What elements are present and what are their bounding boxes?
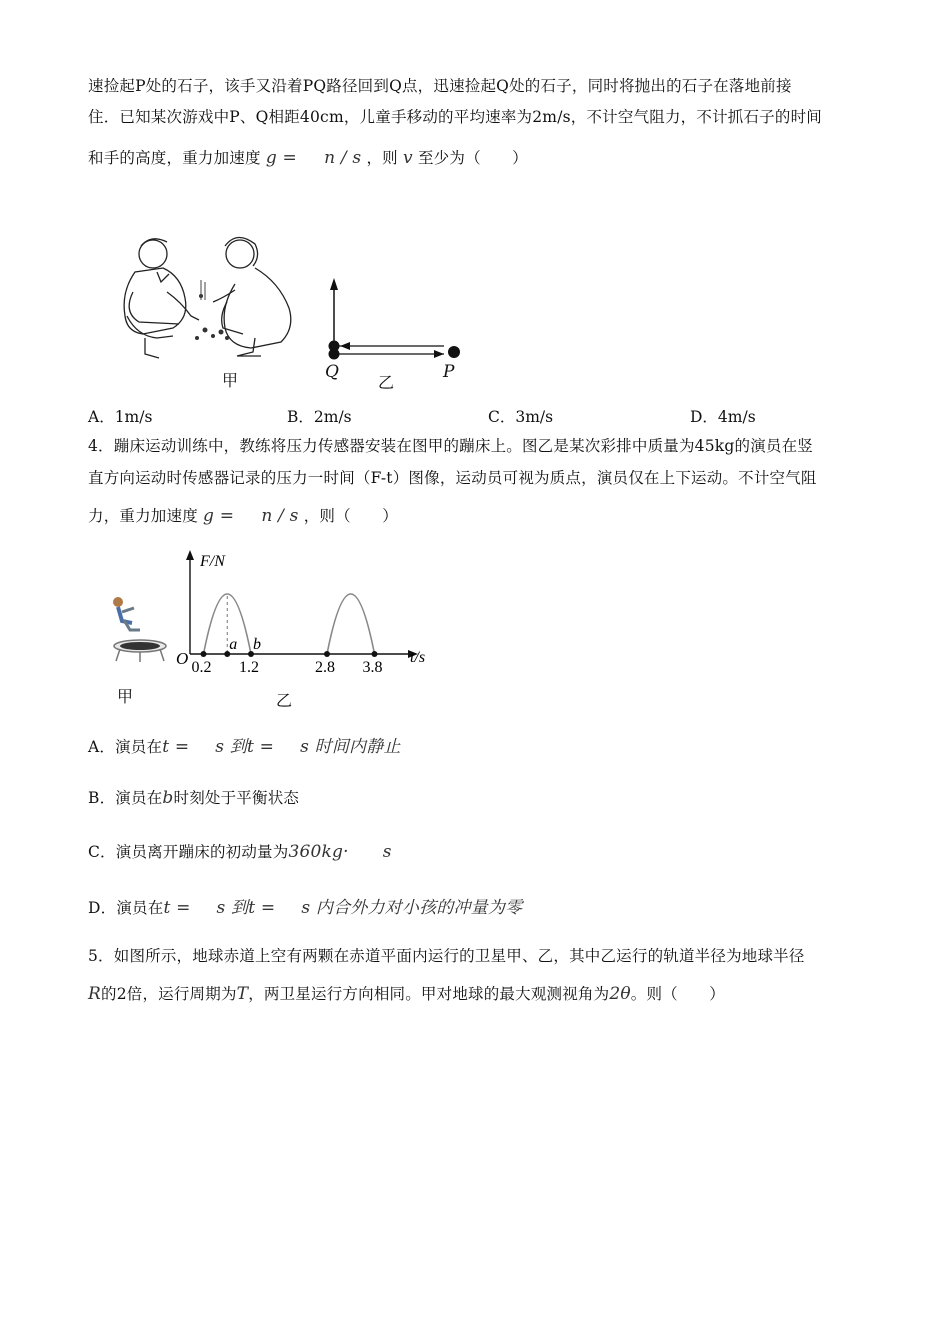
q5-line2-b: ，两卫星运行方向相同。甲对地球的最大观测视角为 (248, 985, 610, 1003)
tick-label-4: 3.8 (362, 659, 383, 676)
q4-option-d-pre: D．演员在 (88, 899, 164, 917)
q4-line3-pre: 力，重力加速度 (88, 507, 198, 525)
point-q-lower (329, 349, 340, 360)
q3-text-line-1: 速捡起P处的石子，该手又沿着PQ路径回到Q点，迅速捡起Q处的石子，同时将抛出的石子在落地前接 (88, 77, 792, 95)
force-arc-2 (327, 594, 375, 654)
q4-option-d-t1: t = (163, 898, 191, 918)
q4-option-c (88, 840, 392, 862)
q5-text-line-2 (88, 982, 725, 1004)
q3-option-a: A．1m/s (88, 408, 153, 426)
vertical-arrowhead (330, 278, 338, 290)
q4-option-a-t1: t = (162, 737, 190, 757)
q5-t-symbol: T (236, 984, 249, 1004)
q3-line3-pre: 和手的高度，重力加速度 (88, 149, 261, 167)
label-p: P (443, 362, 455, 382)
q4-option-a-t2: t = (247, 737, 275, 757)
left-arrowhead (340, 342, 350, 350)
q5-r-symbol: R (88, 984, 101, 1004)
q4-option-a (88, 732, 401, 757)
q5-line2-a: 的2倍，运行周期为 (101, 985, 237, 1003)
q3-text-line-3 (88, 146, 528, 168)
q4-option-a-pre: A．演员在 (88, 738, 163, 756)
trampoline-illustration (112, 592, 172, 668)
q4-option-d-s1: s 到 (216, 898, 249, 918)
q4-text-line-3 (88, 504, 398, 526)
tick-dot-1 (201, 651, 207, 657)
q3-g-unit: n / s (324, 148, 362, 168)
trampoline-mat (120, 642, 160, 650)
q4-text-line-1: 4．蹦床运动训练中，教练将压力传感器安装在图甲的蹦床上。图乙是某次彩排中质量为45kg的演员在竖 (88, 437, 814, 455)
performer-head (113, 597, 123, 607)
q3-line3-post: 至少为（ ） (417, 149, 528, 167)
q3-figure-caption-yi: 乙 (378, 373, 395, 392)
tick-label-1: 0.2 (191, 659, 212, 676)
point-p (448, 346, 460, 358)
q4-figure-caption-yi: 乙 (276, 691, 293, 710)
q5-text-line-1: 5．如图所示，地球赤道上空有两颗在赤道平面内运行的卫星甲、乙，其中乙运行的轨道半径为地球半径 (88, 947, 805, 965)
q4-line3-post: ，则（ ） (303, 507, 398, 525)
q4-option-b (88, 786, 299, 808)
point-a-label: a (229, 636, 238, 653)
q5-theta-symbol: 2θ (609, 984, 631, 1004)
q3-g-symbol: g = (265, 148, 297, 168)
x-axis-label: t/s (410, 649, 426, 666)
children-illustration (105, 232, 315, 392)
q4-option-d-post: s 内合外力对小孩的冲量为零 (301, 898, 523, 918)
q3-option-d: D．4m/s (690, 408, 756, 426)
q3-v-symbol: v (403, 148, 413, 168)
force-time-chart (172, 548, 442, 678)
q3-option-b: B．2m/s (287, 408, 352, 426)
q3-option-c: C．3m/s (488, 408, 554, 426)
q4-option-b-pre: B．演员在 (88, 789, 163, 807)
q4-option-c-unit: s (382, 842, 392, 862)
tick-dot-3 (324, 651, 330, 657)
q4-option-b-post: 时刻处于平衡状态 (173, 789, 300, 807)
y-axis-arrowhead (186, 550, 194, 560)
q4-text-line-2: 直方向运动时传感器记录的压力一时间（F-t）图像，运动员可视为质点，演员仅在上下运动。不计空气阻 (88, 469, 817, 487)
q4-option-a-s1: s 到 (215, 737, 248, 757)
q4-option-d (88, 893, 522, 918)
origin-label: O (176, 649, 189, 668)
right-arrowhead (434, 350, 444, 358)
q3-figure-caption-jia: 甲 (222, 371, 239, 390)
q4-figure-caption-jia: 甲 (117, 687, 134, 706)
q4-option-b-symbol: b (162, 788, 174, 808)
q5-line2-c: 。则（ ） (630, 985, 725, 1003)
y-axis-label: F/N (200, 553, 225, 570)
label-q: Q (325, 362, 339, 382)
q4-option-d-t2: t = (248, 898, 276, 918)
q4-option-a-post: s 时间内静止 (300, 737, 401, 757)
q4-option-c-pre: C．演员离开蹦床的初动量为 (88, 843, 289, 861)
tick-dot-4 (372, 651, 378, 657)
q4-g-symbol: g = (203, 506, 235, 526)
q3-text-line-2: 住．已知某次游戏中P、Q相距40cm，儿童手移动的平均速率为2m/s，不计空气阻力，不计抓石子的时间 (88, 108, 822, 126)
tick-label-2: 1.2 (239, 659, 259, 676)
point-b-label: b (253, 636, 261, 653)
q3-line3-mid: ，则 (366, 149, 398, 167)
q4-option-c-value: 360kg· (288, 842, 349, 862)
q4-g-unit: n / s (261, 506, 299, 526)
tick-label-3: 2.8 (315, 659, 335, 676)
